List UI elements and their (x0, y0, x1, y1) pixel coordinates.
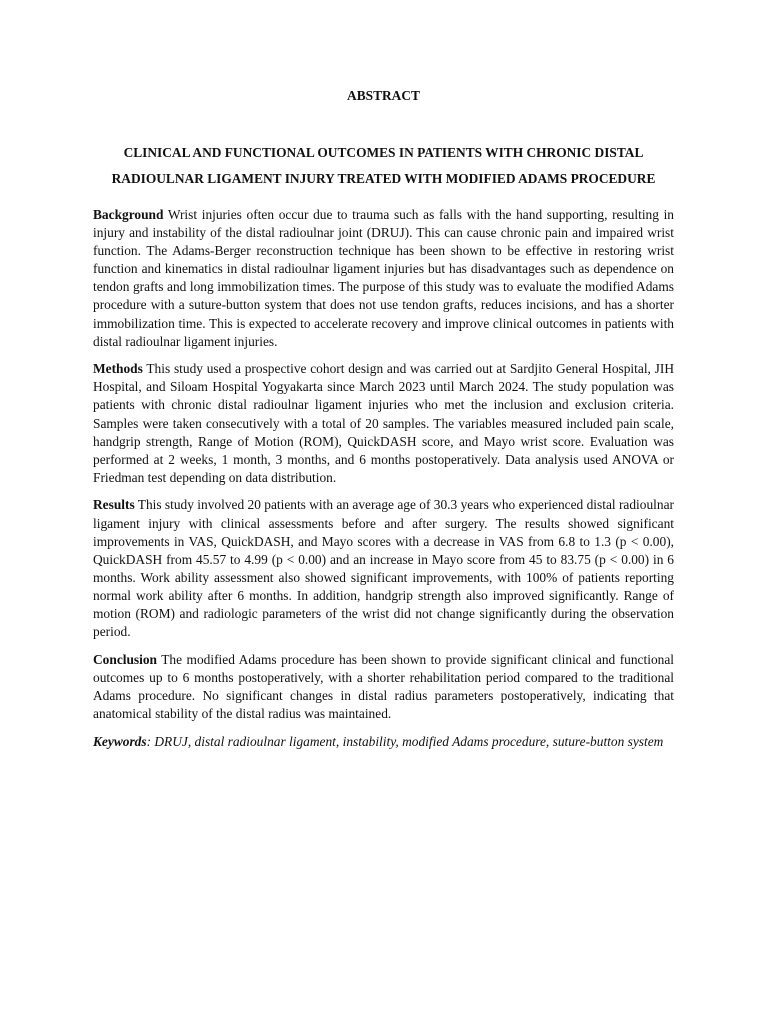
results-section (93, 496, 674, 641)
background-section (93, 206, 674, 351)
background-label: Background (93, 207, 164, 222)
keywords-text: : DRUJ, distal radioulnar ligament, instability, modified Adams procedure, suture-button system (146, 734, 664, 750)
abstract-heading: ABSTRACT (347, 88, 420, 103)
paper-title: CLINICAL AND FUNCTIONAL OUTCOMES IN PATIENTS WITH CHRONIC DISTAL RADIOULNAR LIGAMENT INJURY TREATED WITH MODIFIED ADAMS PROCEDURE (111, 145, 656, 186)
conclusion-text: The modified Adams procedure has been shown to provide significant clinical and functional outcomes up to 6 months postoperatively, with a shorter rehabilitation period compared to the traditional Adams procedure. No significant changes in distal radius parameters postoperatively, indicating that anatomical stability of the distal radius was maintained. (93, 651, 674, 721)
results-text: This study involved 20 patients with an average age of 30.3 years who experienced distal radioulnar ligament injury with clinical assessments before and after surgery. The results showed significant improvements in VAS, QuickDASH, and Mayo scores with a decrease in VAS from 6.8 to 1.3 (p < 0.00), QuickDASH from 45.57 to 4.99 (p < 0.00) and an increase in Mayo score from 45 to 83.75 (p < 0.00) in 6 months. Work ability assessment also showed significant improvements, with 100% of patients reporting normal work ability after 6 months. In addition, handgrip strength also improved significantly. Range of motion (ROM) and radiologic parameters of the wrist did not change significantly during the observation period. (93, 497, 674, 640)
methods-section (93, 360, 674, 487)
conclusion-label: Conclusion (93, 651, 157, 667)
keywords-label: Keywords (93, 734, 147, 750)
background-text: Wrist injuries often occur due to trauma such as falls with the hand supporting, resulting in injury and instability of the distal radioulnar joint (DRUJ). This can cause chronic pain and impaired wrist function. The Adams-Berger reconstruction technique has been shown to be effective in restoring wrist function and kinematics in distal radioulnar ligament injuries but has disadvantages such as dependence on tendon grafts and long immobilization times. The purpose of this study was to evaluate the modified Adams procedure with a suture-button system that does not use tendon grafts, reduces incisions, and has a shorter immobilization time. This is expected to accelerate recovery and improve clinical outcomes in patients with distal radioulnar ligament injuries. (93, 207, 674, 349)
methods-label: Methods (93, 361, 143, 377)
keywords-section (93, 733, 674, 751)
methods-text: This study used a prospective cohort design and was carried out at Sardjito General Hospital, JIH Hospital, and Siloam Hospital Yogyakarta since March 2023 until March 2024. The study population was patients with chronic distal radioulnar ligament injuries who met the inclusion and exclusion criteria. Samples were taken consecutively with a total of 20 samples. The variables measured included pain scale, handgrip strength, Range of Motion (ROM), QuickDASH score, and Mayo wrist score. Evaluation was performed at 2 weeks, 1 month, 3 months, and 6 months postoperatively. Data analysis used ANOVA or Friedman test depending on data distribution. (93, 361, 674, 485)
conclusion-section (93, 651, 674, 723)
results-label: Results (93, 497, 135, 513)
